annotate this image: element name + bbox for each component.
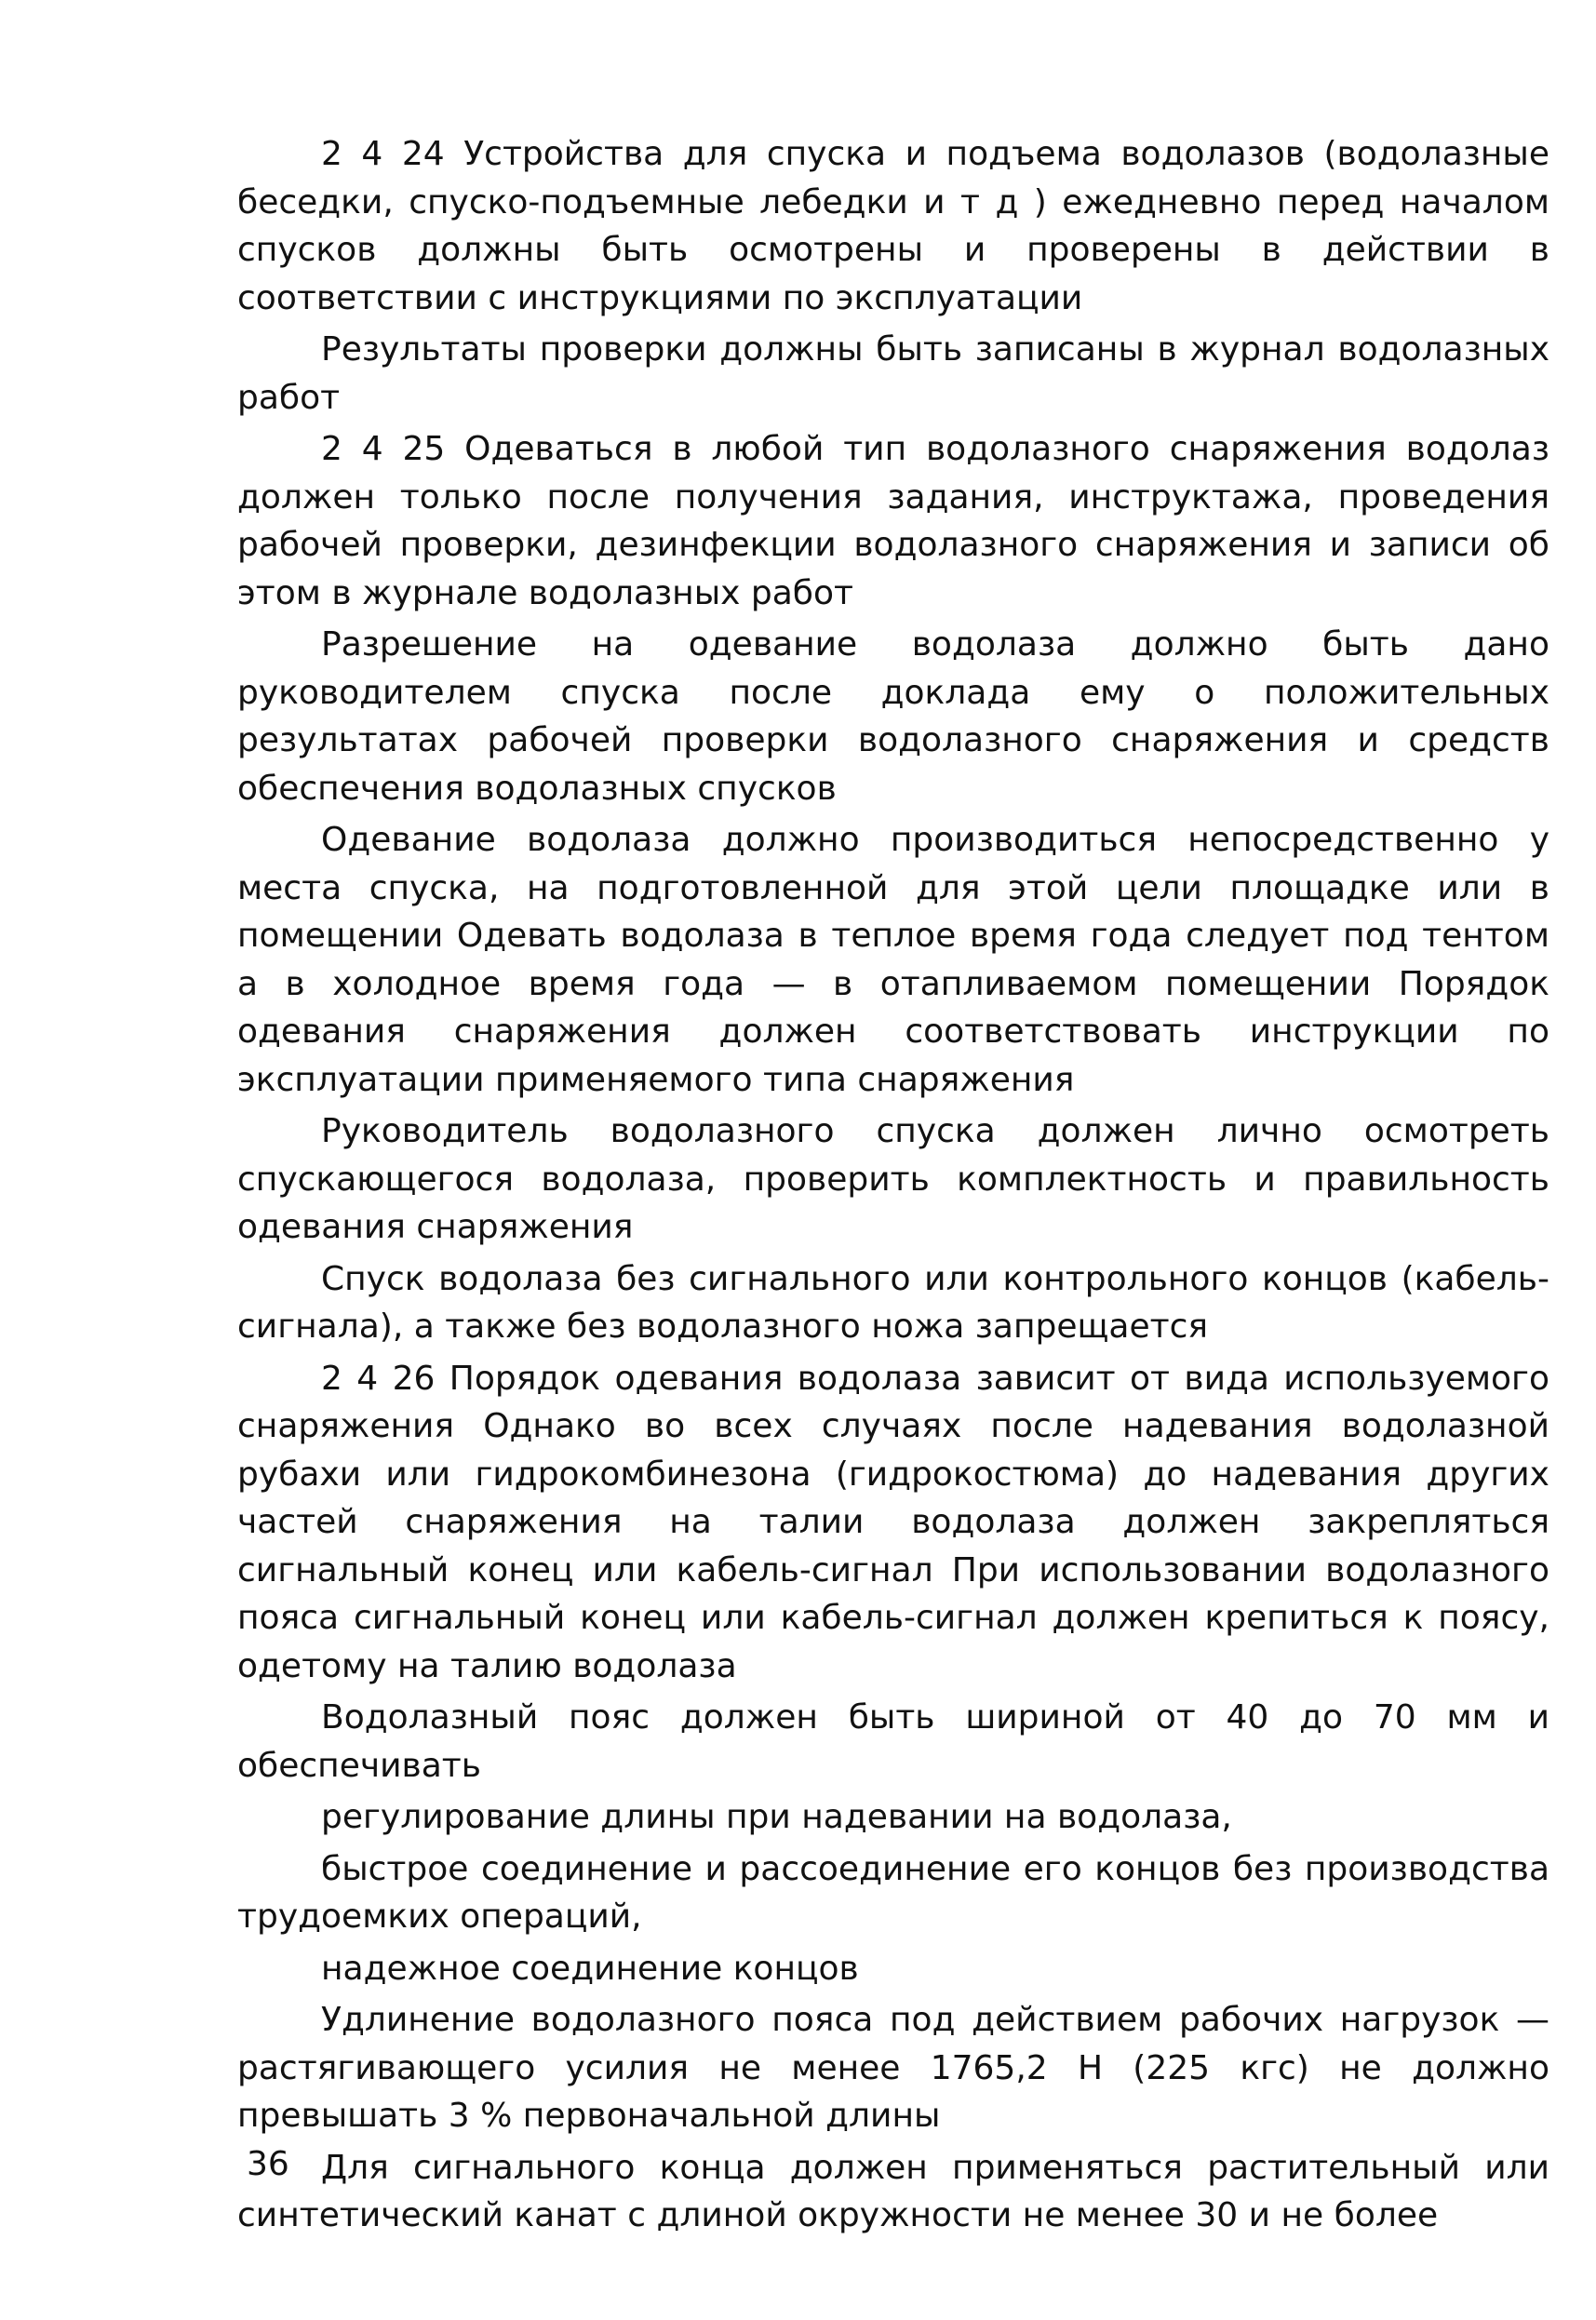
paragraph-dressing-permission: Разрешение на одевание водолаза должно быть дано руководителем спуска после доклада ему о положительных результатах рабочей проверки водолазного снаряжения и средств обеспечения водолазных спусков: [237, 625, 1549, 808]
list-item-reliable-connection: надежное соединение концов: [321, 1949, 859, 1988]
page-number: 36: [247, 2145, 289, 2183]
paragraph-check-results: Результаты проверки должны быть записаны в журнал водолазных работ: [237, 330, 1549, 417]
paragraph-2-4-26: 2 4 26 Порядок одевания водолаза зависит от вида используемого снаряжения Однако во всех случаях после надевания водолазной рубахи или гидрокомбинезона (гидрокостюма) до надевания других частей снаряжения на талии водолаза должен закрепляться сигнальный конец или кабель-сигнал При использовании водолазного пояса сигнальный конец или кабель-сигнал должен крепиться к поясу, одетому на талию водолаза: [237, 1359, 1549, 1685]
paragraph-signal-rope: Для сигнального конца должен применяться растительный или синтетический канат с длиной окружности не менее 30 и не более: [237, 2148, 1549, 2234]
paragraph-dressing-place: Одевание водолаза должно производиться непосредственно у места спуска, на подготовленной для этой цели площадке или в помещении Одевать водолаза в теплое время года следует под тентом а в холодное время года — в отапливаемом помещении Порядок одевания снаряжения должен соответствовать инструкции по эксплуатации применяемого типа снаряжения: [237, 821, 1549, 1099]
page-body: [237, 130, 1549, 2240]
paragraph-2-4-25: 2 4 25 Одеваться в любой тип водолазного снаряжения водолаз должен только после получения задания, инструктажа, проведения рабочей проверки, дезинфекции водолазного снаряжения и записи об этом в журнале водолазных работ: [237, 430, 1549, 612]
list-item-quick-connection: быстрое соединение и рассоединение его концов без производства трудоемких операций,: [237, 1849, 1549, 1936]
paragraph-2-4-24: 2 4 24 Устройства для спуска и подъема водолазов (водолазные беседки, спуско-подъемные лебедки и т д ) ежедневно перед началом спусков должны быть осмотрены и проверены в действии в соответствии с инструкциями по эксплуатации: [237, 135, 1549, 317]
paragraph-supervisor-inspection: Руководитель водолазного спуска должен лично осмотреть спускающегося водолаза, проверить комплектность и правильность одевания снаряжения: [237, 1112, 1549, 1246]
list-item-length-adjustment: регулирование длины при надевании на водолаза,: [321, 1798, 1232, 1836]
paragraph-belt-width: Водолазный пояс должен быть шириной от 40 до 70 мм и обеспечивать: [237, 1698, 1549, 1785]
paragraph-belt-elongation: Удлинение водолазного пояса под действием рабочих нагрузок — растягивающего усилия не менее 1765,2 Н (225 кгс) не должно превышать 3 % первоначальной длины: [237, 2001, 1549, 2135]
paragraph-descent-prohibition: Спуск водолаза без сигнального или контрольного концов (кабель-сигнала), а также без водолазного ножа запрещается: [237, 1259, 1549, 1346]
